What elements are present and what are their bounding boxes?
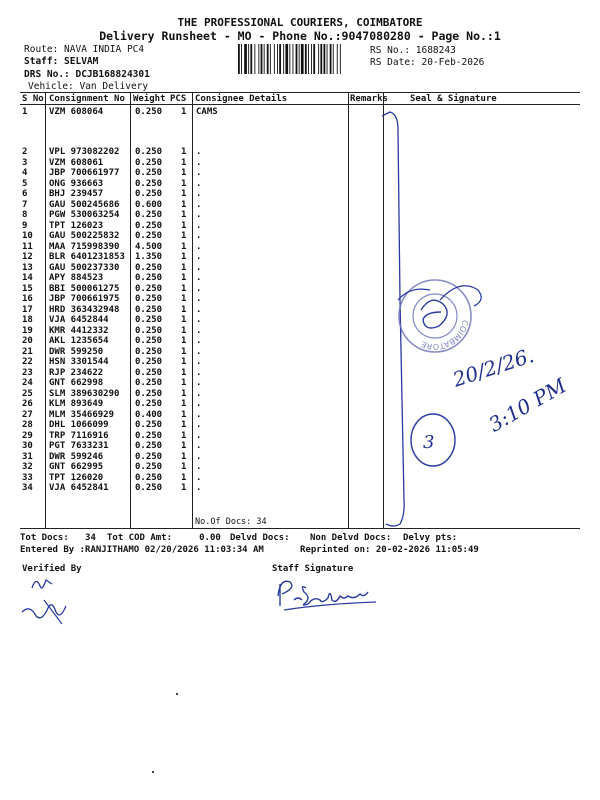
reprinted-on: Reprinted on: 20-02-2026 11:05:49 [300,545,479,555]
row-pcs: 1 [181,304,187,315]
row-pcs: 1 [181,241,187,252]
row-consignee-details: . [196,147,202,157]
row-consignee-details: . [196,409,202,420]
row-consignment-no: KMR 4412332 [49,325,109,336]
row-consignee-details: . [196,178,202,189]
row-pcs: 1 [181,430,187,441]
row-pcs: 1 [181,399,187,409]
row-weight: 0.250 [135,472,163,483]
row-pcs: 1 [181,357,187,367]
row-consignee-details: . [196,168,202,178]
row-consignment-no: TPT 126023 [49,220,104,231]
row-consignee-details: . [196,283,202,294]
row-consignment-no: TRP 7116916 [49,430,109,441]
row-weight: 0.250 [135,357,163,367]
row-sno: 27 [22,409,33,420]
row-pcs: 1 [181,210,187,220]
row-pcs: 1 [181,378,187,388]
row-weight: 0.250 [135,273,163,283]
row-weight: 4.500 [135,241,163,252]
row-consignment-no: KLM 893649 [49,399,104,409]
row-sno: 4 [22,168,28,178]
row-sno: 22 [22,357,33,367]
row-pcs: 1 [181,273,187,283]
row-sno: 17 [22,304,33,315]
row-consignment-no: GAU 500245686 [49,199,120,210]
row-weight: 0.250 [135,336,163,346]
row-sno: 19 [22,325,33,336]
row-weight: 0.250 [135,420,163,430]
col-header-weight: Weight [133,94,166,104]
row-consignee-details: . [196,189,202,199]
row-sno: 24 [22,378,33,388]
handwritten-time-text: 3:10 PM [484,373,571,437]
non-delivered-docs: Non Delvd Docs: [310,533,392,543]
row-sno: 26 [22,399,33,409]
row-consignee-details: . [196,336,202,346]
row-weight: 0.250 [135,483,163,493]
row-consignee-details: . [196,325,202,336]
rs-number: RS No.: 1688243 [370,45,456,56]
row-pcs: 1 [181,157,187,168]
row-sno: 12 [22,252,33,262]
row-weight: 0.250 [135,378,163,388]
row-consignee-details: . [196,157,202,168]
row-weight: 0.250 [135,430,163,441]
row-consignment-no: GAU 500225832 [49,231,120,241]
row-consignment-no: PGW 530063254 [49,210,120,220]
row-pcs: 1 [181,107,187,117]
row-sno: 28 [22,420,33,430]
row-weight: 0.400 [135,409,163,420]
row-consignment-no: VZM 608061 [49,157,104,168]
row-consignee-details: . [196,430,202,441]
row-consignee-details: . [196,483,202,493]
row-consignment-no: VJA 6452844 [49,315,109,325]
row-consignment-no: APY 884523 [49,273,104,283]
row-consignment-no: AKL 1235654 [49,336,109,346]
row-sno: 23 [22,367,33,378]
row-consignee-details: CAMS [196,107,218,117]
drs-number: DRS No.: DCJB168824301 [24,69,150,80]
row-consignment-no: GNT 662998 [49,378,104,388]
row-weight: 0.250 [135,325,163,336]
row-consignment-no: ONG 936663 [49,178,104,189]
row-pcs: 1 [181,451,187,462]
row-consignee-details: . [196,220,202,231]
row-sno: 33 [22,472,33,483]
row-consignment-no: GAU 500237330 [49,262,120,273]
row-consignment-no: GNT 662995 [49,462,104,472]
vehicle-label: Vehicle: Van Delivery [28,81,149,92]
row-sno: 16 [22,294,33,304]
row-consignment-no: VJA 6452841 [49,483,109,493]
row-consignee-details: . [196,357,202,367]
row-sno: 6 [22,189,28,199]
row-weight: 0.250 [135,451,163,462]
row-consignment-no: PGT 7633231 [49,441,109,451]
row-pcs: 1 [181,483,187,493]
runsheet-title: Delivery Runsheet - MO - Phone No.:9047080280 - Page No.:1 [99,29,501,43]
delivered-docs: Delvd Docs: [230,533,290,543]
handwritten-date-text: 20/2/26. [449,343,537,392]
row-sno: 9 [22,220,28,231]
row-consignee-details: . [196,472,202,483]
row-consignee-details: . [196,199,202,210]
col-header-consignment: Consignment No [49,94,125,104]
row-weight: 0.250 [135,441,163,451]
row-consignee-details: . [196,273,202,283]
row-consignee-details: . [196,441,202,451]
rs-date: RS Date: 20-Feb-2026 [370,57,485,68]
col-header-consignee: Consignee Details [195,94,288,104]
company-title: THE PROFESSIONAL COURIERS, COIMBATORE [177,16,423,29]
row-consignee-details: . [196,399,202,409]
row-pcs: 1 [181,231,187,241]
row-pcs: 1 [181,346,187,357]
row-pcs: 1 [181,168,187,178]
row-sno: 7 [22,199,28,210]
row-pcs: 1 [181,199,187,210]
row-weight: 0.600 [135,199,163,210]
row-sno: 32 [22,462,33,472]
row-weight: 0.250 [135,231,163,241]
col-header-remarks: Remarks [350,94,388,104]
row-consignment-no: BLR 6401231853 [49,252,125,262]
row-sno: 5 [22,178,28,189]
handwritten-time [470,360,580,440]
staff-signature [272,574,392,614]
row-pcs: 1 [181,252,187,262]
row-consignment-no: BHJ 239457 [49,189,104,199]
col-header-sno: S No [22,94,44,104]
row-weight: 0.250 [135,315,163,325]
row-weight: 0.250 [135,304,163,315]
row-sno: 10 [22,231,33,241]
row-weight: 0.250 [135,157,163,168]
row-pcs: 1 [181,388,187,399]
no-of-docs: No.Of Docs: 34 [195,517,267,527]
row-consignee-details: . [196,315,202,325]
total-cod-amount: Tot COD Amt: 0.00 [107,533,221,543]
row-sno: 18 [22,315,33,325]
row-sno: 8 [22,210,28,220]
row-consignment-no: HRD 363432948 [49,304,120,315]
row-sno: 13 [22,262,33,273]
row-sno: 15 [22,283,33,294]
row-sno: 2 [22,147,28,157]
row-consignment-no: VPL 973082202 [49,147,120,157]
row-sno: 20 [22,336,33,346]
circled-mark [405,410,465,470]
row-consignee-details: . [196,262,202,273]
route-label: Route: NAVA INDIA PC4 [24,44,145,55]
row-consignee-details: . [196,252,202,262]
row-consignment-no: MLM 35466929 [49,409,115,420]
row-sno: 1 [22,107,28,117]
row-sno: 11 [22,241,33,252]
row-sno: 30 [22,441,33,451]
row-weight: 0.250 [135,388,163,399]
staff-label: Staff: SELVAM [24,56,99,67]
row-consignment-no: SLM 389630290 [49,388,120,399]
row-consignment-no: JBP 700661975 [49,294,120,304]
row-consignee-details: . [196,388,202,399]
row-weight: 0.250 [135,178,163,189]
row-consignment-no: MAA 715998390 [49,241,120,252]
row-pcs: 1 [181,147,187,157]
row-weight: 0.250 [135,189,163,199]
row-sno: 34 [22,483,33,493]
entered-by: Entered By :RANJITHAMO 02/20/2026 11:03:34 AM [20,545,264,555]
row-consignee-details: . [196,346,202,357]
row-weight: 0.250 [135,220,163,231]
row-sno: 29 [22,430,33,441]
row-weight: 0.250 [135,107,163,117]
row-pcs: 1 [181,336,187,346]
row-consignee-details: . [196,304,202,315]
verifier-signature [18,570,78,630]
row-weight: 0.250 [135,294,163,304]
row-consignment-no: VZM 608064 [49,107,104,117]
row-consignee-details: . [196,420,202,430]
row-consignee-details: . [196,462,202,472]
row-pcs: 1 [181,462,187,472]
row-consignee-details: . [196,241,202,252]
stray-mark [152,771,154,773]
verified-by-label: Verified By [22,564,82,574]
row-consignee-details: . [196,231,202,241]
row-pcs: 1 [181,441,187,451]
row-sno: 25 [22,388,33,399]
row-pcs: 1 [181,367,187,378]
row-sno: 21 [22,346,33,357]
delivery-points: Delvy pts: [403,533,458,543]
row-consignment-no: RJP 234622 [49,367,104,378]
row-sno: 3 [22,157,28,168]
row-weight: 0.250 [135,210,163,220]
row-pcs: 1 [181,189,187,199]
row-consignee-details: . [196,451,202,462]
row-sno: 14 [22,273,33,283]
col-header-pcs: PCS [170,94,187,104]
row-consignment-no: DWR 599246 [49,451,104,462]
row-consignment-no: TPT 126020 [49,472,104,483]
total-docs: Tot Docs: 34 [20,533,96,543]
row-sno: 31 [22,451,33,462]
staff-signature-label: Staff Signature [272,564,354,574]
row-weight: 0.250 [135,283,163,294]
row-weight: 0.250 [135,462,163,472]
row-pcs: 1 [181,325,187,336]
col-header-seal: Seal & Signature [410,94,497,104]
row-weight: 0.250 [135,262,163,273]
row-pcs: 1 [181,220,187,231]
row-consignee-details: . [196,367,202,378]
stray-mark [176,693,178,695]
row-pcs: 1 [181,420,187,430]
row-pcs: 1 [181,294,187,304]
row-pcs: 1 [181,315,187,325]
row-weight: 0.250 [135,346,163,357]
row-pcs: 1 [181,262,187,273]
row-weight: 0.250 [135,168,163,178]
row-consignee-details: . [196,378,202,388]
circled-mark-text: 3 [423,432,435,453]
row-weight: 0.250 [135,367,163,378]
row-weight: 1.350 [135,252,163,262]
row-pcs: 1 [181,178,187,189]
row-consignee-details: . [196,294,202,304]
row-consignment-no: DHL 1066099 [49,420,109,430]
row-consignment-no: BBI 500061275 [49,283,120,294]
row-pcs: 1 [181,409,187,420]
row-consignee-details: . [196,210,202,220]
row-consignment-no: DWR 599250 [49,346,104,357]
row-pcs: 1 [181,283,187,294]
row-pcs: 1 [181,472,187,483]
row-consignment-no: JBP 700661977 [49,168,120,178]
row-weight: 0.250 [135,147,163,157]
stamp-text: COIMBATORE [419,319,470,352]
row-weight: 0.250 [135,399,163,409]
row-consignment-no: HSN 3301544 [49,357,109,367]
